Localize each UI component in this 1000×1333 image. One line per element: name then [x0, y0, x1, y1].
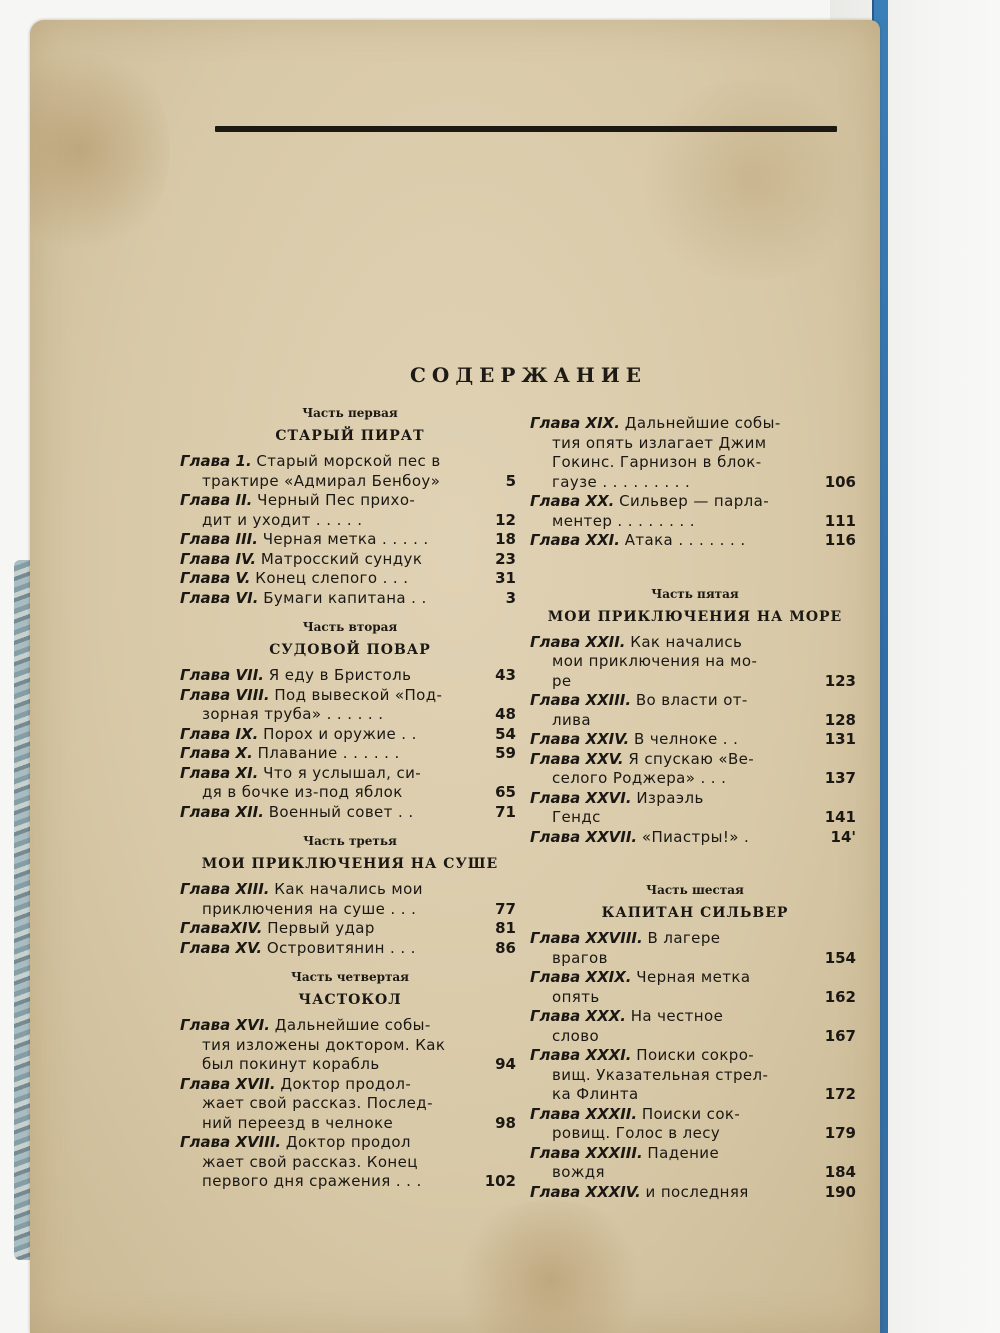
toc-entry[interactable]	[180, 939, 520, 959]
page-number: 77	[495, 899, 516, 918]
toc-entry[interactable]	[180, 491, 520, 530]
book-page	[30, 20, 880, 1333]
toc-entry[interactable]	[530, 1183, 860, 1203]
page-number: 94	[495, 1055, 516, 1073]
chapter-label: Глава XI.	[180, 763, 259, 782]
toc-entry[interactable]	[530, 414, 860, 492]
chapter-title-text: Черная метка	[636, 968, 751, 986]
chapter-title-text: Я спускаю «Ве-	[628, 749, 755, 768]
chapter-label: Глава XXXIV.	[530, 1182, 641, 1201]
toc-left-column	[180, 404, 520, 1192]
page-number: 167	[824, 1026, 856, 1045]
chapter-label: Глава V.	[180, 569, 251, 587]
toc-entry-line	[530, 1144, 860, 1164]
toc-entry-line	[180, 783, 520, 803]
chapter-title-text: В лагере	[647, 929, 721, 947]
toc-entry-line	[530, 633, 860, 653]
toc-entry[interactable]	[180, 550, 520, 570]
chapter-title-text: мои приключения на мо-	[552, 652, 758, 670]
chapter-title-text: Старый морской пес в	[256, 452, 441, 470]
section-spacer	[180, 608, 520, 618]
toc-entry-line	[180, 472, 520, 492]
page-number: 154	[824, 948, 856, 967]
toc-entry-line	[530, 473, 860, 493]
chapter-title-text: вищ. Указательная стрел-	[552, 1065, 769, 1084]
header-rule	[215, 126, 837, 132]
chapter-title-text: Как начались	[630, 632, 743, 651]
toc-entry[interactable]	[180, 569, 520, 589]
section-spacer	[180, 958, 520, 968]
chapter-title-text: был покинут корабль	[202, 1055, 380, 1073]
toc-entry-line	[530, 1046, 860, 1066]
chapter-title-text: селого Роджера» . . .	[552, 769, 727, 787]
chapter-title-text: зорная труба» . . . . . .	[202, 705, 384, 723]
toc-entry-line	[180, 1133, 520, 1153]
chapter-title-text: приключения на суше . . .	[202, 899, 417, 918]
chapter-title-text: дит и уходит . . . . .	[202, 510, 363, 529]
toc-entry-line	[180, 550, 520, 570]
toc-entry[interactable]	[530, 929, 860, 968]
chapter-title-text: Атака . . . . . . .	[624, 531, 746, 549]
chapter-label: Глава IX.	[180, 724, 259, 743]
toc-entry-line	[530, 1085, 860, 1105]
chapter-title-text: ментер . . . . . . . .	[552, 511, 695, 530]
page-number: 23	[495, 549, 516, 568]
chapter-title-text: Во власти от-	[635, 691, 748, 709]
toc-entry-line	[180, 744, 520, 764]
chapter-title-text: Черный Пес прихо-	[257, 491, 416, 509]
toc-entry[interactable]	[180, 1075, 520, 1134]
page-number: 190	[824, 1182, 856, 1201]
chapter-title-text: ре	[552, 671, 572, 690]
chapter-title-text: Что я услышал, си-	[263, 763, 422, 782]
toc-entry-line	[180, 1172, 520, 1192]
chapter-title-text: Конец слепого . . .	[255, 569, 409, 587]
chapter-title-text: Военный совет . .	[268, 802, 414, 821]
toc-entry-line	[180, 939, 520, 959]
toc-entry-line	[180, 705, 520, 725]
toc-entry-line	[180, 1153, 520, 1173]
toc-entry-line	[180, 725, 520, 745]
toc-entry-line	[180, 569, 520, 589]
toc-entry[interactable]	[180, 880, 520, 919]
chapter-label: Глава X.	[180, 744, 253, 762]
toc-entry-line	[530, 968, 860, 988]
part-heading: Часть четвертая	[290, 970, 410, 984]
toc-entry-line	[180, 666, 520, 686]
chapter-title-text: Израэль	[636, 788, 704, 807]
toc-entry-line	[530, 1027, 860, 1047]
toc-entry-line	[530, 512, 860, 532]
chapter-title-text: В челноке . .	[633, 730, 739, 748]
chapter-label: Глава IV.	[180, 549, 257, 568]
chapter-title-text: Падение	[647, 1143, 720, 1162]
toc-entry[interactable]	[530, 1046, 860, 1105]
toc-entry-line	[530, 1183, 860, 1203]
toc-entry-line	[530, 414, 860, 434]
section-title: СУДОВОЙ ПОВАР	[269, 642, 431, 658]
page-number: 179	[824, 1124, 856, 1142]
toc-entry-line	[180, 1075, 520, 1095]
chapter-title-text: На честное	[630, 1007, 724, 1025]
chapter-title-text: Как начались мои	[274, 880, 423, 898]
chapter-title-text: Островитянин . . .	[266, 938, 416, 957]
chapter-label: Глава XVII.	[180, 1074, 276, 1093]
page-number: 102	[484, 1172, 516, 1190]
chapter-label: Глава XV.	[180, 938, 263, 957]
page-number: 71	[495, 802, 516, 821]
page-number: 54	[495, 724, 516, 743]
page-number: 5	[505, 471, 516, 490]
chapter-title-text: тия опять излагает Джим	[552, 433, 767, 452]
toc-entry-line	[180, 452, 520, 472]
page-number: 43	[495, 666, 516, 684]
toc-entry-line	[530, 711, 860, 731]
chapter-label: Глава XXIV.	[530, 730, 630, 748]
toc-entry[interactable]	[530, 492, 860, 531]
page-number: 131	[824, 730, 856, 748]
toc-entry-line	[530, 434, 860, 454]
toc-entry-line	[180, 1055, 520, 1075]
chapter-title-text: Под вывеской «Под-	[274, 685, 443, 704]
toc-entry-line	[180, 900, 520, 920]
section-title: ЧАСТОКОЛ	[298, 992, 402, 1008]
chapter-title-text: Дальнейшие собы-	[274, 1016, 431, 1034]
chapter-title-text: гаузе . . . . . . . . .	[552, 472, 691, 491]
toc-entry-line	[530, 730, 860, 750]
toc-entry[interactable]	[530, 968, 860, 1007]
chapter-title-text: Матросский сундук	[260, 549, 423, 568]
chapter-label: Глава XXX.	[530, 1007, 626, 1025]
toc-entry-line	[530, 789, 860, 809]
chapter-title-text: Черная метка . . . . .	[262, 530, 429, 548]
chapter-title-text: Первый удар	[267, 919, 375, 937]
toc-entry[interactable]	[180, 919, 520, 939]
toc-entry-line	[180, 530, 520, 550]
chapter-label: Глава III.	[180, 530, 258, 548]
page-number: 81	[495, 919, 516, 937]
toc-entry[interactable]	[180, 589, 520, 609]
toc-entry-line	[530, 929, 860, 949]
toc-entry-line	[530, 652, 860, 672]
toc-entry-line	[530, 808, 860, 828]
chapter-title-text: дя в бочке из-под яблок	[202, 783, 403, 801]
page-number: 48	[495, 705, 516, 723]
page-number: 14'	[830, 827, 856, 846]
chapter-title-text: Поиски сок-	[641, 1104, 741, 1123]
chapter-title-text: Я еду в Бристоль	[268, 666, 412, 684]
chapter-title-text: ний переезд в челноке	[202, 1113, 394, 1132]
chapter-title-text: трактире «Адмирал Бенбоу»	[202, 471, 441, 490]
chapter-title-text: Сильвер — парла-	[619, 492, 770, 510]
page-number: 18	[495, 530, 516, 548]
toc-entry-line	[180, 1036, 520, 1056]
chapter-title-text: лива	[552, 710, 591, 729]
toc-entry-line	[530, 949, 860, 969]
toc-entry-line	[530, 1105, 860, 1125]
chapter-title-text: опять	[552, 987, 600, 1006]
section-title: СТАРЫЙ ПИРАТ	[275, 428, 425, 444]
chapter-label: Глава XIX.	[530, 414, 620, 432]
toc-entry[interactable]	[530, 828, 860, 848]
toc-entry[interactable]	[180, 1133, 520, 1192]
toc-entry-line	[180, 686, 520, 706]
toc-entry[interactable]	[180, 1016, 520, 1075]
toc-entry-line	[530, 1124, 860, 1144]
toc-entry[interactable]	[180, 725, 520, 745]
toc-entry-line	[530, 492, 860, 512]
page-number: 59	[495, 744, 516, 762]
toc-entry-line	[180, 511, 520, 531]
page-number: 123	[824, 671, 856, 690]
part-heading: Часть вторая	[302, 620, 398, 634]
chapter-label: Глава XXVI.	[530, 788, 632, 807]
toc-entry[interactable]	[530, 1105, 860, 1144]
chapter-title-text: врагов	[552, 948, 608, 967]
page-number: 172	[824, 1085, 856, 1103]
section-title: МОИ ПРИКЛЮЧЕНИЯ НА СУШЕ	[201, 856, 499, 872]
chapter-label: Глава VII.	[180, 666, 264, 684]
page-number: 111	[824, 511, 856, 530]
chapter-label: Глава XII.	[180, 802, 264, 821]
toc-entry[interactable]	[180, 666, 520, 686]
toc-entry-line	[180, 1016, 520, 1036]
section-spacer	[530, 847, 860, 881]
chapter-label: Глава XXV.	[530, 749, 624, 768]
toc-entry-line	[530, 531, 860, 551]
part-heading: Часть третья	[303, 834, 397, 848]
page-title: СОДЕРЖАНИЕ	[410, 363, 647, 387]
page-number: 3	[505, 588, 516, 607]
chapter-title-text: первого дня сражения . . .	[202, 1172, 422, 1190]
toc-entry-line	[530, 453, 860, 473]
toc-entry-line	[180, 919, 520, 939]
section-spacer	[530, 551, 860, 585]
chapter-title-text: Доктор продол	[285, 1133, 411, 1151]
chapter-label: Глава XXVIII.	[530, 929, 643, 947]
chapter-label: Глава XVI.	[180, 1016, 270, 1034]
chapter-label: Глава XXVII.	[530, 827, 638, 846]
chapter-label: Глава VIII.	[180, 685, 270, 704]
toc-entry[interactable]	[180, 764, 520, 803]
page-number: 12	[495, 510, 516, 529]
chapter-label: Глава II.	[180, 491, 253, 509]
toc-entry[interactable]	[180, 686, 520, 725]
toc-right-column	[530, 414, 860, 1202]
toc-entry-line	[530, 672, 860, 692]
chapter-label: Глава XXXIII.	[530, 1143, 643, 1162]
page-number: 65	[495, 783, 516, 801]
chapter-label: Глава 1.	[180, 452, 252, 470]
page-stain	[630, 80, 870, 280]
section-title: МОИ ПРИКЛЮЧЕНИЯ НА МОРЕ	[547, 608, 843, 625]
chapter-title-text: Доктор продол-	[280, 1074, 412, 1093]
part-heading: Часть первая	[302, 406, 398, 420]
toc-entry-line	[530, 988, 860, 1008]
chapter-title-text: ка Флинта	[552, 1085, 639, 1103]
chapter-label: Глава XIII.	[180, 880, 270, 898]
page-number: 106	[824, 472, 856, 491]
toc-entry[interactable]	[530, 730, 860, 750]
chapter-title-text: «Пиастры!» .	[641, 827, 750, 846]
chapter-label: Глава VI.	[180, 588, 259, 607]
toc-entry[interactable]	[180, 803, 520, 823]
chapter-title-text: Порох и оружие . .	[263, 724, 417, 743]
chapter-title-text: жает свой рассказ. Послед-	[202, 1094, 433, 1112]
toc-entry[interactable]	[530, 633, 860, 692]
chapter-title-text: ровищ. Голос в лесу	[552, 1124, 721, 1142]
page-stain	[30, 40, 170, 260]
toc-entry[interactable]	[530, 750, 860, 789]
part-heading: Часть пятая	[651, 586, 739, 601]
chapter-label: Глава XXXI.	[530, 1046, 632, 1064]
toc-entry-line	[180, 491, 520, 511]
toc-entry-line	[530, 750, 860, 770]
toc-entry[interactable]	[530, 531, 860, 551]
section-title: КАПИТАН СИЛЬВЕР	[601, 905, 789, 921]
chapter-title-text: Плавание . . . . . .	[257, 744, 400, 762]
toc-entry-line	[530, 769, 860, 789]
page-number: 184	[824, 1163, 856, 1181]
toc-entry-line	[530, 1007, 860, 1027]
toc-entry[interactable]	[530, 789, 860, 828]
part-heading: Часть шестая	[646, 883, 744, 897]
chapter-title-text: Дальнейшие собы-	[624, 414, 781, 432]
chapter-label: Глава XXI.	[530, 531, 620, 549]
page-number: 116	[824, 531, 856, 549]
chapter-title-text: жает свой рассказ. Конец	[202, 1152, 418, 1171]
toc-entry[interactable]	[180, 452, 520, 491]
chapter-label: Глава XXII.	[530, 632, 626, 651]
toc-entry-line	[530, 1163, 860, 1183]
chapter-label: Глава XXIII.	[530, 691, 632, 709]
chapter-title-text: и последняя	[645, 1182, 749, 1201]
toc-entry[interactable]	[530, 1007, 860, 1046]
toc-entry-line	[180, 1094, 520, 1114]
toc-entry-line	[180, 764, 520, 784]
chapter-title-text: тия изложены доктором. Как	[202, 1035, 446, 1054]
chapter-label: Глава XX.	[530, 492, 615, 510]
page-number: 128	[824, 710, 856, 729]
toc-entry[interactable]	[530, 691, 860, 730]
toc-entry-line	[180, 803, 520, 823]
chapter-title-text: Гокинс. Гарнизон в блок-	[552, 453, 762, 471]
toc-entry-line	[530, 1066, 860, 1086]
toc-entry-line	[180, 1114, 520, 1134]
toc-entry[interactable]	[530, 1144, 860, 1183]
page-number: 141	[824, 808, 856, 826]
chapter-label: Глава XVIII.	[180, 1133, 282, 1151]
chapter-title-text: Гендс	[552, 808, 601, 826]
page-number: 162	[824, 987, 856, 1006]
page-number: 31	[495, 569, 516, 587]
chapter-label: ГлаваXIV.	[180, 919, 263, 937]
toc-entry[interactable]	[180, 530, 520, 550]
page-number: 137	[824, 769, 856, 787]
section-spacer	[180, 822, 520, 832]
page-number: 98	[495, 1113, 516, 1132]
chapter-title-text: вождя	[552, 1163, 605, 1181]
chapter-title-text: слово	[552, 1026, 600, 1045]
toc-entry-line	[530, 828, 860, 848]
toc-entry-line	[180, 589, 520, 609]
toc-entry-line	[530, 691, 860, 711]
chapter-title-text: Поиски сокро-	[636, 1046, 755, 1064]
chapter-title-text: Бумаги капитана . .	[263, 588, 427, 607]
toc-entry[interactable]	[180, 744, 520, 764]
page-number: 86	[495, 938, 516, 957]
chapter-label: Глава XXXII.	[530, 1104, 638, 1123]
page-stain	[450, 1200, 650, 1333]
chapter-label: Глава XXIX.	[530, 968, 632, 986]
toc-entry-line	[180, 880, 520, 900]
